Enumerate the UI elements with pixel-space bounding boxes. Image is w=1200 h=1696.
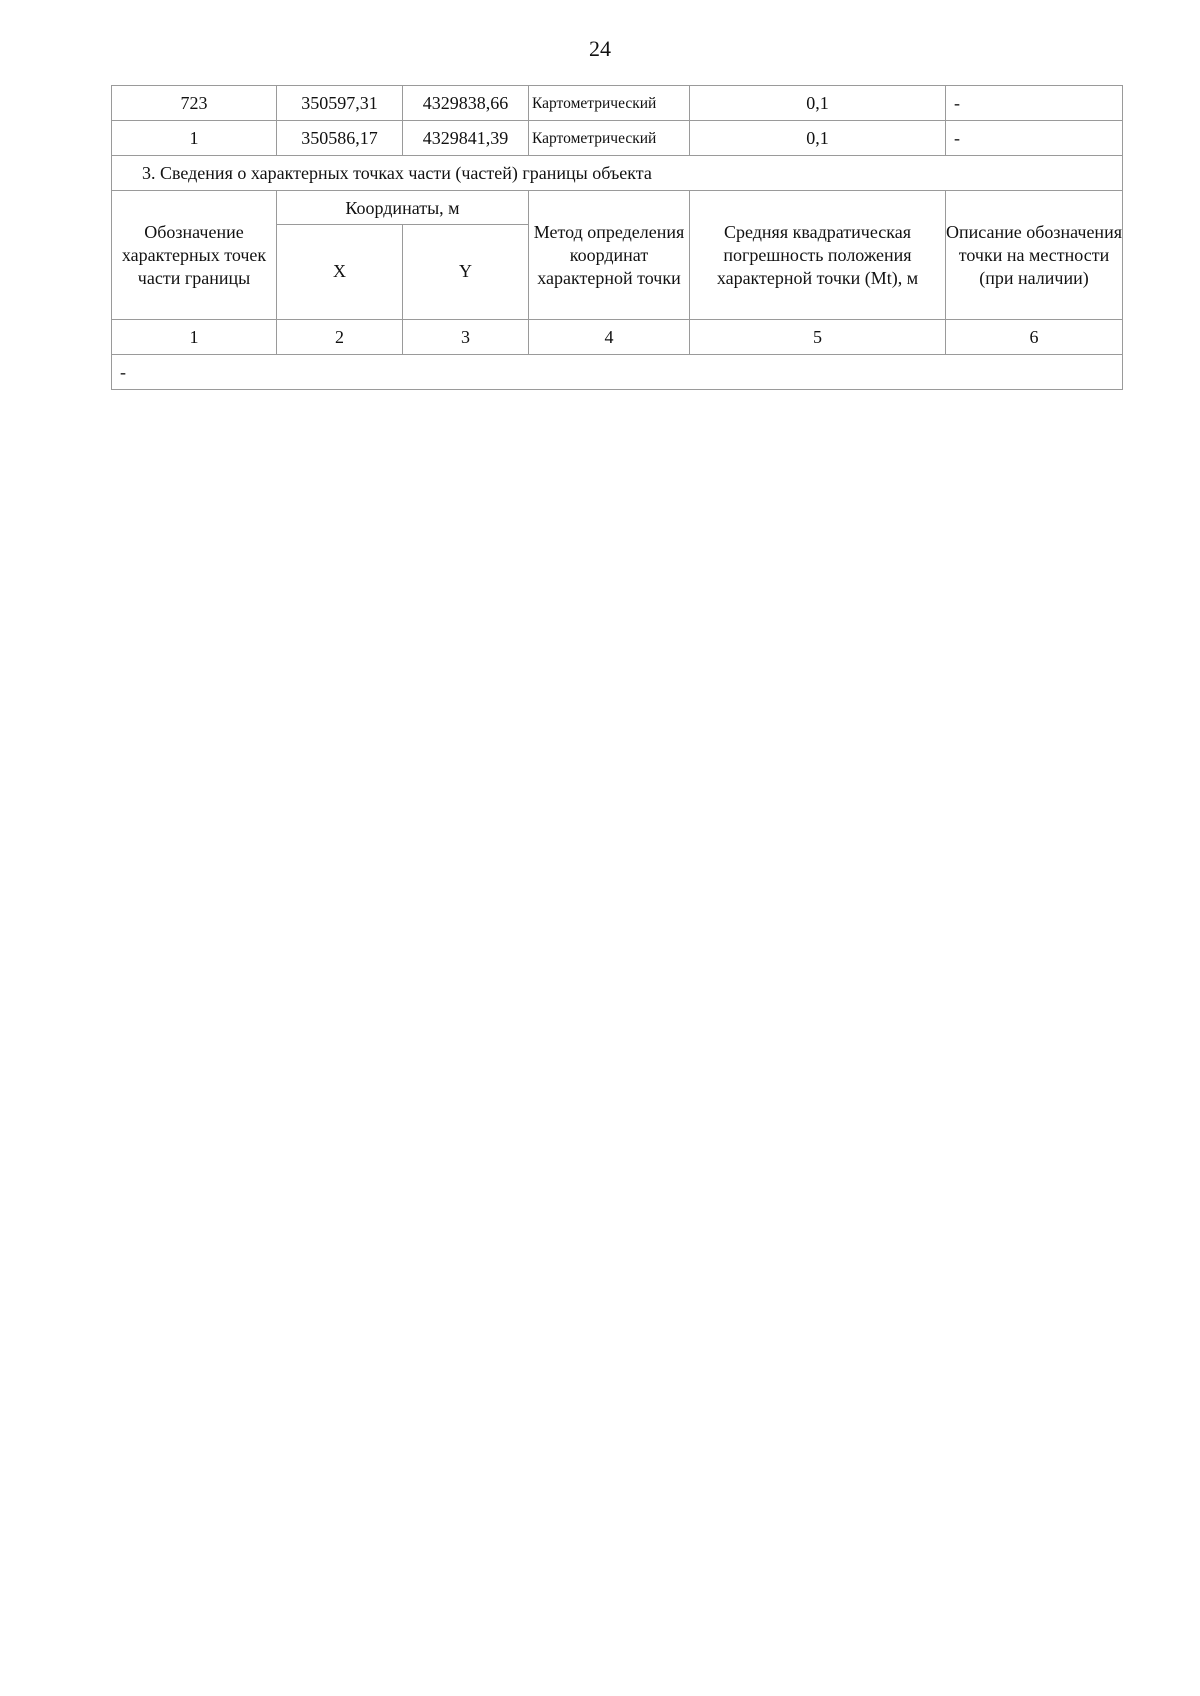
table-row: [112, 121, 1123, 156]
column-number: 2: [277, 320, 403, 355]
y-cell: 4329841,39: [403, 121, 529, 156]
empty-row: [112, 355, 1123, 390]
header-coordinates: Координаты, м: [277, 191, 529, 225]
column-number: 1: [112, 320, 277, 355]
header-y: Y: [403, 224, 529, 319]
section-title-row: [112, 156, 1123, 191]
section-title: 3. Сведения о характерных точках части (частей) границы объекта: [112, 156, 1123, 191]
header-x: X: [277, 224, 403, 319]
header-row: [112, 191, 1123, 225]
x-cell: 350586,17: [277, 121, 403, 156]
header-designation: Обозначение характерных точек части границы: [112, 191, 277, 320]
coordinates-table: [111, 85, 1123, 390]
column-number: 5: [690, 320, 946, 355]
description-cell: -: [946, 86, 1123, 121]
header-mt: Средняя квадратическая погрешность положения характерной точки (Mt), м: [690, 191, 946, 320]
table-row: [112, 86, 1123, 121]
method-cell: Картометрический: [529, 121, 690, 156]
column-number: 4: [529, 320, 690, 355]
y-cell: 4329838,66: [403, 86, 529, 121]
column-number: 3: [403, 320, 529, 355]
header-description: Описание обозначения точки на местности (при наличии): [946, 191, 1123, 320]
mt-cell: 0,1: [690, 86, 946, 121]
point-cell: 1: [112, 121, 277, 156]
page-number: 24: [589, 36, 611, 61]
header-method: Метод определения координат характерной точки: [529, 191, 690, 320]
mt-cell: 0,1: [690, 121, 946, 156]
point-cell: 723: [112, 86, 277, 121]
x-cell: 350597,31: [277, 86, 403, 121]
column-number: 6: [946, 320, 1123, 355]
method-cell: Картометрический: [529, 86, 690, 121]
column-number-row: [112, 320, 1123, 355]
empty-value: -: [112, 355, 1123, 390]
description-cell: -: [946, 121, 1123, 156]
